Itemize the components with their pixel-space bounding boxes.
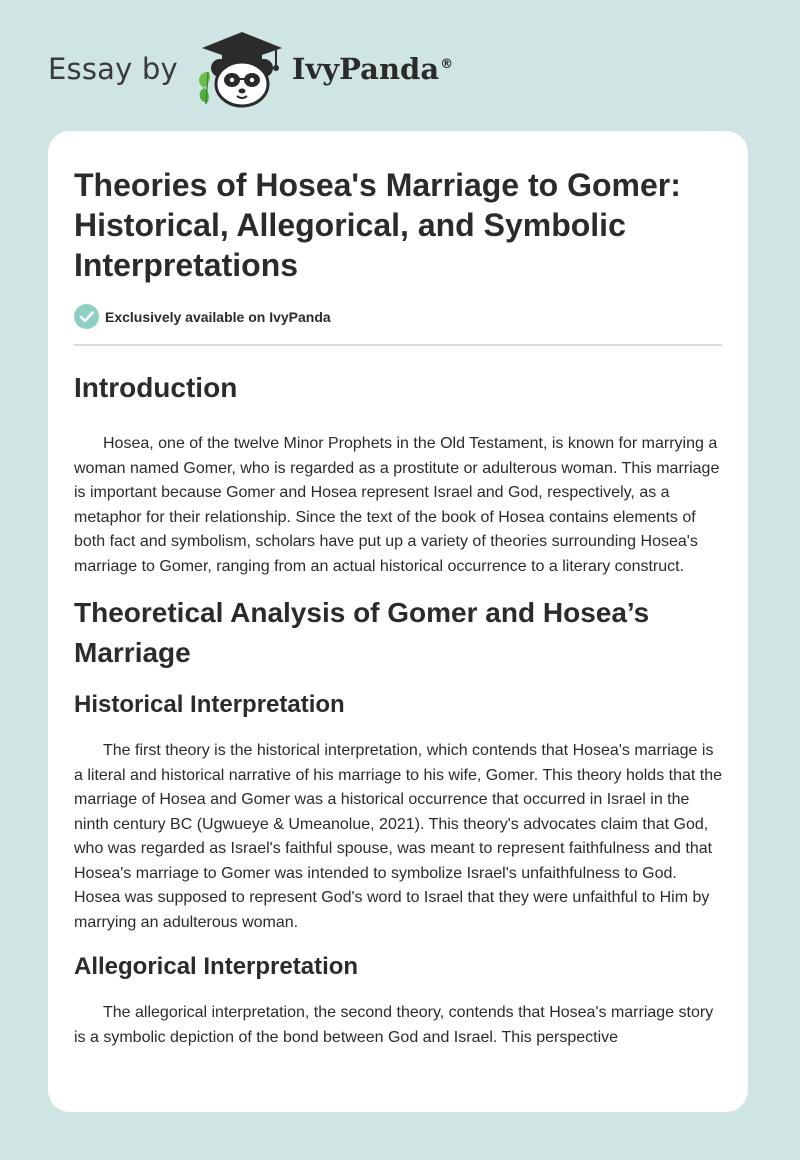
- site-header: [48, 28, 453, 110]
- heading-theoretical-analysis: Theoretical Analysis of Gomer and Hosea’s Marriage: [74, 597, 650, 668]
- heading-allegorical-interpretation: Allegorical Interpretation: [74, 953, 359, 980]
- paragraph-historical-interpretation: The first theory is the historical interpretation, which contends that Hosea's marriage is a literal and historical narrative of his marriage to his wife, Gomer. This theory holds that the marriage of Hosea and Gomer was a historical occurrence that occurred in Israel in the ninth century BC (Ugwueye & Umeanolue, 2021). This theory's advocates claim that God, who was regarded as Israel's faithful spouse, was meant to represent faithfulness and that Hosea's marriage to Gomer was intended to symbolize Israel's unfaithfulness to God. Hosea was supposed to represent God's word to Israel that they were unfaithful to Him by marrying an adulterous woman.: [74, 742, 723, 931]
- paragraph-allegorical-interpretation: The allegorical interpretation, the second theory, contends that Hosea's marriage story is a symbolic depiction of the bond between God and Israel. This perspective: [74, 1004, 714, 1046]
- exclusive-badge: [74, 304, 722, 329]
- brand-name-text: IvyPanda: [291, 52, 440, 86]
- brand-name[interactable]: [292, 52, 453, 86]
- exclusive-badge-text: Exclusively available on IvyPanda: [105, 308, 331, 325]
- brand-prefix: Essay by: [48, 52, 178, 86]
- panda-logo-icon[interactable]: [194, 28, 286, 110]
- heading-historical-interpretation: Historical Interpretation: [74, 691, 345, 718]
- essay-card: [48, 131, 748, 1112]
- essay-title: Theories of Hosea's Marriage to Gomer: Historical, Allegorical, and Symbolic Interpretations: [74, 167, 681, 283]
- registered-mark: ®: [440, 57, 454, 73]
- heading-introduction: Introduction: [74, 372, 238, 403]
- check-circle-icon: [74, 304, 99, 329]
- title-divider: [74, 344, 722, 346]
- paragraph-introduction: Hosea, one of the twelve Minor Prophets in the Old Testament, is known for marrying a woman named Gomer, who is regarded as a prostitute or adulterous woman. This marriage is important because Gomer and Hosea represent Israel and God, respectively, as a metaphor for their relationship. Since the text of the book of Hosea contains elements of both fact and symbolism, scholars have put up a variety of theories surrounding Hosea's marriage to Gomer, ranging from an actual historical occurrence to a literary construct.: [74, 435, 720, 575]
